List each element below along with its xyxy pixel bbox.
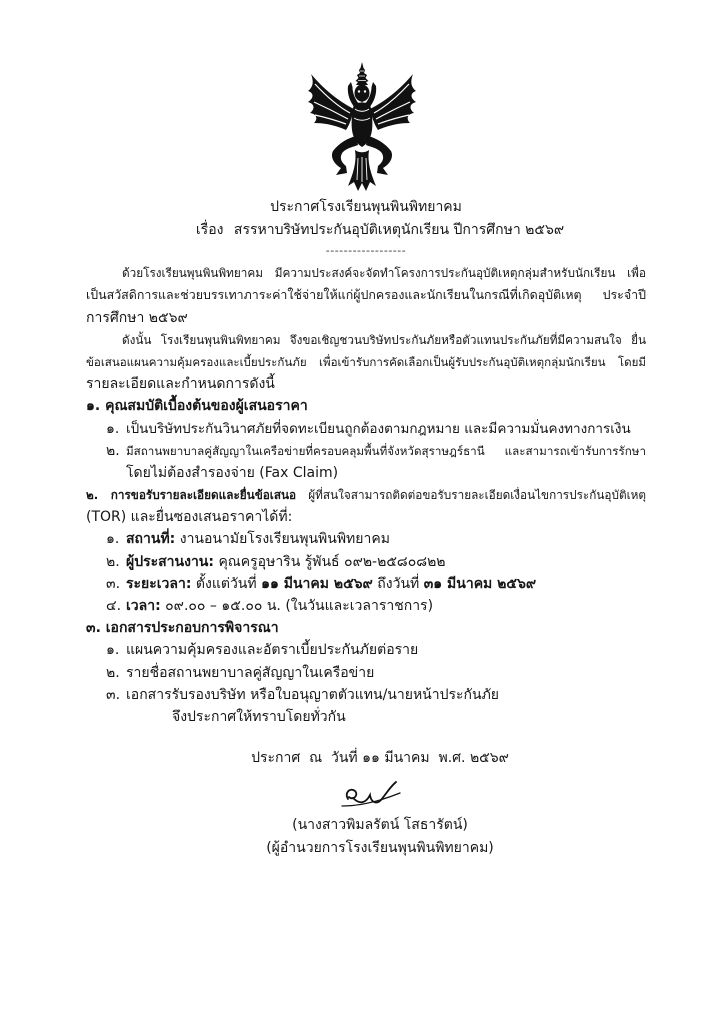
section-3-item xyxy=(86,662,646,684)
item-text: เอกสารรับรองบริษัท หรือใบอนุญาตตัวแทน/นายหน้าประกันภัย xyxy=(126,686,500,703)
signatory-position: (ผู้อำนวยการโรงเรียนพุนพินพิทยาคม) xyxy=(266,839,494,856)
announcement-subject xyxy=(114,219,646,241)
intro-paragraph-1-line-1: ด้วยโรงเรียนพุนพินพิทยาคม มีความประสงค์จะจัดทำโครงการประกันอุบัติเหตุกลุ่มสำหรับนักเรียน เพื่อ xyxy=(122,266,646,281)
item-number: ๑. xyxy=(106,642,120,659)
intro-paragraph-1-line-2: เป็นสวัสดิการและช่วยบรรเทาภาระค่าใช้จ่ายให้แก่ผู้ปกครองและนักเรียนในกรณีที่เกิดอุบัติเหตุ ประจำปี xyxy=(86,287,646,303)
section-3-item xyxy=(86,639,646,661)
item-text-line-1: มีสถานพยาบาลคู่สัญญาในเครือข่ายที่ครอบคลุมพื้นที่จังหวัดสุราษฎร์ธานี และสามารถเข้ารับการรักษา xyxy=(126,443,646,458)
item-number: ๓. xyxy=(106,575,121,592)
handwritten-signature xyxy=(338,779,404,813)
header-divider: ------------------ xyxy=(325,244,407,258)
item-line xyxy=(126,573,646,595)
garuda-tail xyxy=(348,150,376,191)
intro-paragraph-2-line-1: ดังนั้น โรงเรียนพุนพินพิทยาคม จึงขอเชิญชวนบริษัทประกันภัยหรือตัวแทนประกันภัยที่มีความสนใจ ยื่น xyxy=(122,332,646,347)
item-number: ๒. xyxy=(106,442,120,459)
garuda-head xyxy=(355,85,370,104)
period-to-prefix: ถึงวันที่ xyxy=(377,575,420,592)
section-3-item xyxy=(86,684,646,706)
item-number: ๑. xyxy=(106,531,120,548)
item-text: แผนความคุ้มครองและอัตราเบี้ยประกันภัยต่อราย xyxy=(126,642,419,659)
item-number: ๓. xyxy=(106,686,121,703)
signature-block xyxy=(86,747,646,859)
announcement-body xyxy=(86,262,646,728)
item-label: ระยะเวลา: xyxy=(126,575,192,592)
intro-paragraph-1-line-3: การศึกษา ๒๕๖๙ xyxy=(86,309,188,326)
subject-label: เรื่อง xyxy=(195,222,224,238)
item-number: ๑. xyxy=(106,420,120,437)
section-2-heading-continuation: (TOR) และยื่นซองเสนอราคาได้ที่: xyxy=(86,509,293,526)
item-text: รายชื่อสถานพยาบาลคู่สัญญาในเครือข่าย xyxy=(126,664,375,681)
period-to-date: ๓๑ มีนาคม ๒๕๖๙ xyxy=(423,575,537,592)
period-from-prefix: ตั้งแต่วันที่ xyxy=(195,575,257,592)
item-number: ๒. xyxy=(106,664,120,681)
item-value: คุณครูอุษาริน รู้พันธ์ ๐๙๒-๒๕๘๐๘๒๒ xyxy=(218,553,446,570)
section-2-item-time xyxy=(86,595,646,617)
section-1-heading: ๑. คุณสมบัติเบื้องต้นของผู้เสนอราคา xyxy=(86,398,308,415)
section-2-item-period xyxy=(86,573,646,595)
section-2-heading-line xyxy=(86,484,646,506)
item-label: สถานที่: xyxy=(126,531,176,548)
item-value: ๐๙.๐๐ – ๑๕.๐๐ น. (ในวันและเวลาราชการ) xyxy=(165,598,434,614)
section-1-item xyxy=(86,440,646,484)
item-number: ๒. xyxy=(106,553,120,570)
garuda-wing-right xyxy=(370,74,416,130)
garuda-wing-left xyxy=(308,74,354,130)
intro-paragraph-2-line-2: ข้อเสนอแผนความคุ้มครองและเบี้ยประกันภัย เพื่อเข้ารับการคัดเลือกเป็นผู้รับประกันอุบัติเหตุกลุ่มนักเรียน โดยมี xyxy=(86,354,646,369)
subject-text: สรรหาบริษัทประกันอุบัติเหตุนักเรียน ปีการศึกษา ๒๕๖๙ xyxy=(233,222,565,238)
item-text-line-2: โดยไม่ต้องสำรองจ่าย (Fax Claim) xyxy=(126,464,339,481)
garuda-crown xyxy=(356,62,369,85)
item-label: เวลา: xyxy=(126,598,161,614)
item-line xyxy=(126,551,646,573)
signatory-name: (นางสาวพิมลรัตน์ โสธารัตน์) xyxy=(292,817,468,834)
announcement-date: ประกาศ ณ วันที่ ๑๑ มีนาคม พ.ศ. ๒๕๖๙ xyxy=(251,750,509,767)
intro-paragraph-2-line-3: รายละเอียดและกำหนดการดังนี้ xyxy=(86,376,275,393)
announcement-content xyxy=(86,196,646,859)
item-line xyxy=(126,528,646,550)
item-line xyxy=(126,595,646,617)
item-number: ๔. xyxy=(106,598,122,614)
signature-area xyxy=(114,769,646,814)
section-3-heading: ๓. เอกสารประกอบการพิจารณา xyxy=(86,620,279,637)
announcement-title: ประกาศโรงเรียนพุนพินพิทยาคม xyxy=(270,199,462,215)
garuda-emblem-icon xyxy=(302,62,422,192)
item-label: ผู้ประสานงาน: xyxy=(126,553,214,570)
period-from-date: ๑๑ มีนาคม ๒๕๖๙ xyxy=(261,575,373,592)
section-2-heading-text: ผู้ที่สนใจสามารถติดต่อขอรับรายละเอียดเงื่อนไขการประกันอุบัติเหตุ xyxy=(308,488,646,503)
section-2-item-coordinator xyxy=(86,551,646,573)
garuda-emblem xyxy=(302,62,422,192)
closing-statement: จึงประกาศให้ทราบโดยทั่วกัน xyxy=(172,708,346,725)
section-2-item-location xyxy=(86,528,646,550)
section-1-item xyxy=(86,418,646,440)
section-2-heading: ๒. การขอรับรายละเอียดและยื่นข้อเสนอ xyxy=(86,488,297,503)
item-value: งานอนามัยโรงเรียนพุนพินพิทยาคม xyxy=(179,531,390,548)
item-text: เป็นบริษัทประกันวินาศภัยที่จดทะเบียนถูกต้องตามกฎหมาย และมีความมั่นคงทางการเงิน xyxy=(126,420,631,437)
